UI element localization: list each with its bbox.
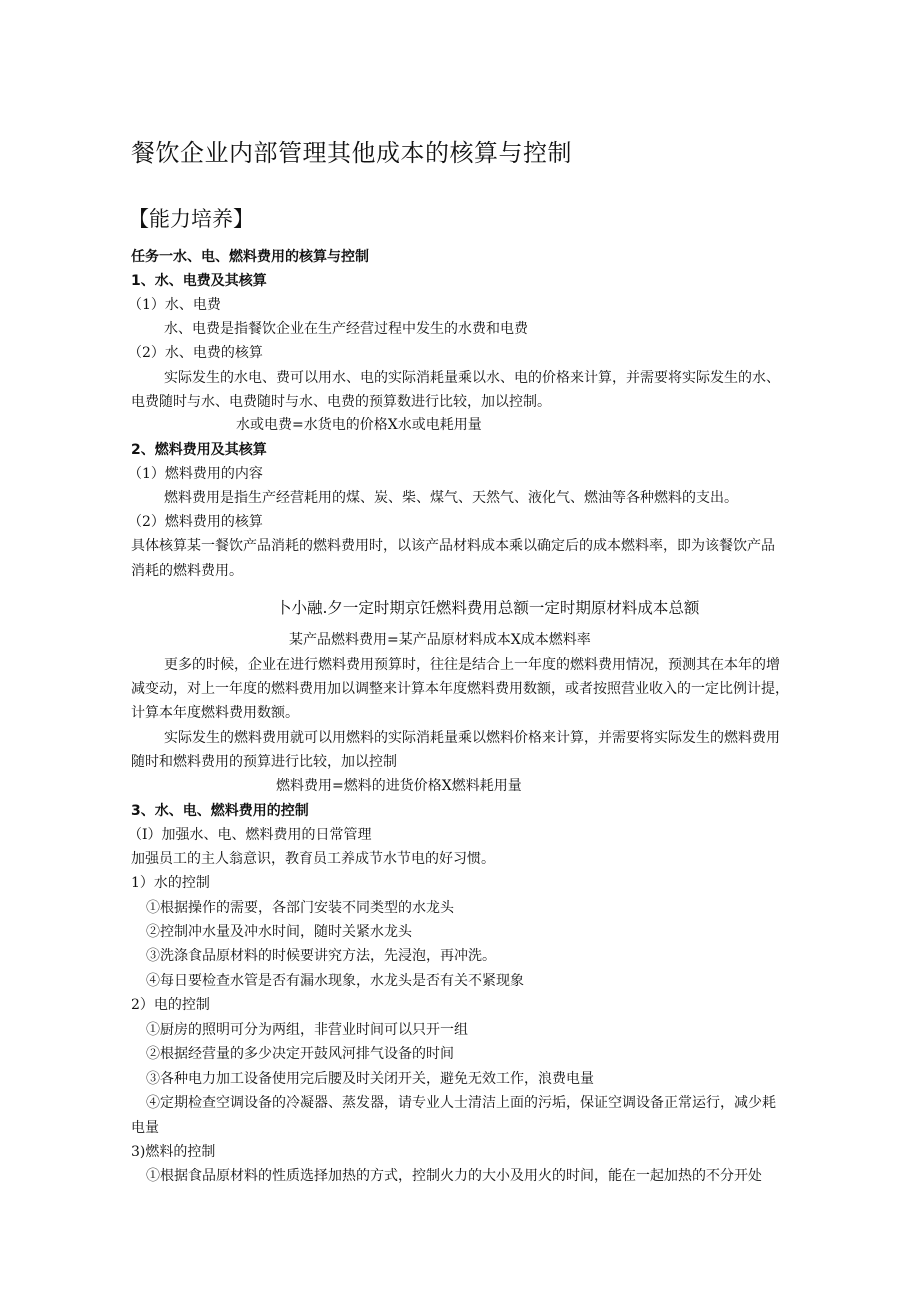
- task-heading: 任务一水、电、燃料费用的核算与控制: [131, 249, 369, 265]
- list-item: ①厨房的照明可分为两组，非营业时间可以只开一组: [146, 1022, 468, 1038]
- paragraph-line: 实际发生的水电、费可以用水、电的实际消耗量乘以水、电的价格来计算，并需要将实际发生的水、: [164, 370, 780, 386]
- list-item: ④定期检查空调设备的冷凝器、蒸发器，请专业人士清洁上面的污垢，保证空调设备正常运行，减少耗: [146, 1095, 776, 1111]
- paragraph-line: 燃料费用是指生产经营耗用的煤、炭、柴、煤气、天然气、液化气、燃油等各种燃料的支出。: [164, 490, 738, 506]
- item-heading: （2）燃料费用的核算: [128, 514, 263, 530]
- formula-line: 水或电费=水货电的价格X水或电耗用量: [236, 417, 482, 433]
- list-item: ③洗涤食品原材料的时候要讲究方法，先浸泡，再冲洗。: [146, 948, 496, 964]
- paragraph-line: 加强员工的主人翁意识，教育员工养成节水节电的好习惯。: [131, 851, 495, 867]
- list-item-continuation: 电量: [131, 1120, 159, 1136]
- item-heading: （1）燃料费用的内容: [128, 466, 263, 482]
- paragraph-line: 更多的时候，企业在进行燃料费用预算时，往往是结合上一年度的燃料费用情况，预测其在本年的增: [164, 657, 780, 673]
- item-heading: （I）加强水、电、燃料费用的日常管理: [128, 827, 372, 843]
- paragraph-line: 消耗的燃料费用。: [131, 563, 243, 579]
- page-title: 餐饮企业内部管理其他成本的核算与控制: [131, 139, 572, 167]
- paragraph-line: 减变动，对上一年度的燃料费用加以调整来计算本年度燃料费用数额，或者按照营业收入的一定比例计提，: [131, 681, 789, 697]
- formula-line: 某产品燃料费用=某产品原材料成本X成本燃料率: [289, 632, 591, 648]
- list-item: ③各种电力加工设备使用完后腰及时关闭开关，避免无效工作，浪费电量: [146, 1071, 594, 1087]
- subsection-heading: 3、水、电、燃料费用的控制: [131, 803, 309, 819]
- list-item: ②控制冲水量及冲水时间，随时关紧水龙头: [146, 924, 412, 940]
- list-item: ①根据食品原材料的性质选择加热的方式，控制火力的大小及用火的时间，能在一起加热的不分开处: [146, 1168, 762, 1184]
- section-heading: 【能力培养】: [128, 207, 254, 231]
- paragraph-line: 具体核算某一餐饮产品消耗的燃料费用时，以该产品材料成本乘以确定后的成本燃料率，即为该餐饮产品: [131, 538, 775, 554]
- item-heading: （2）水、电费的核算: [128, 345, 263, 361]
- paragraph-line: 随时和燃料费用的预算进行比较，加以控制: [131, 754, 397, 770]
- list-heading: 2）电的控制: [131, 997, 210, 1013]
- list-heading: 3)燃料的控制: [131, 1144, 216, 1160]
- subsection-heading: 1、水、电费及其核算: [131, 273, 267, 289]
- list-item: ④每日要检查水管是否有漏水现象，水龙头是否有关不紧现象: [146, 973, 524, 989]
- list-item: ①根据操作的需要，各部门安装不同类型的水龙头: [146, 900, 454, 916]
- formula-line: 卜小融.夕一定时期京饪燃料费用总额一定时期原材料成本总额: [276, 599, 700, 617]
- paragraph-line: 实际发生的燃料费用就可以用燃料的实际消耗量乘以燃料价格来计算，并需要将实际发生的燃料费用: [164, 730, 780, 746]
- paragraph-line: 电费随时与水、电费随时与水、电费的预算数进行比较，加以控制。: [131, 394, 551, 410]
- list-heading: 1）水的控制: [131, 875, 210, 891]
- paragraph-line: 计算本年度燃料费用数额。: [131, 705, 299, 721]
- subsection-heading: 2、燃料费用及其核算: [131, 442, 267, 458]
- paragraph-line: 水、电费是指餐饮企业在生产经营过程中发生的水费和电费: [164, 321, 528, 337]
- item-heading: （1）水、电费: [128, 297, 221, 313]
- list-item: ②根据经营量的多少决定开鼓风河排气设备的时间: [146, 1046, 454, 1062]
- formula-line: 燃料费用=燃料的进货价格X燃料耗用量: [276, 778, 522, 794]
